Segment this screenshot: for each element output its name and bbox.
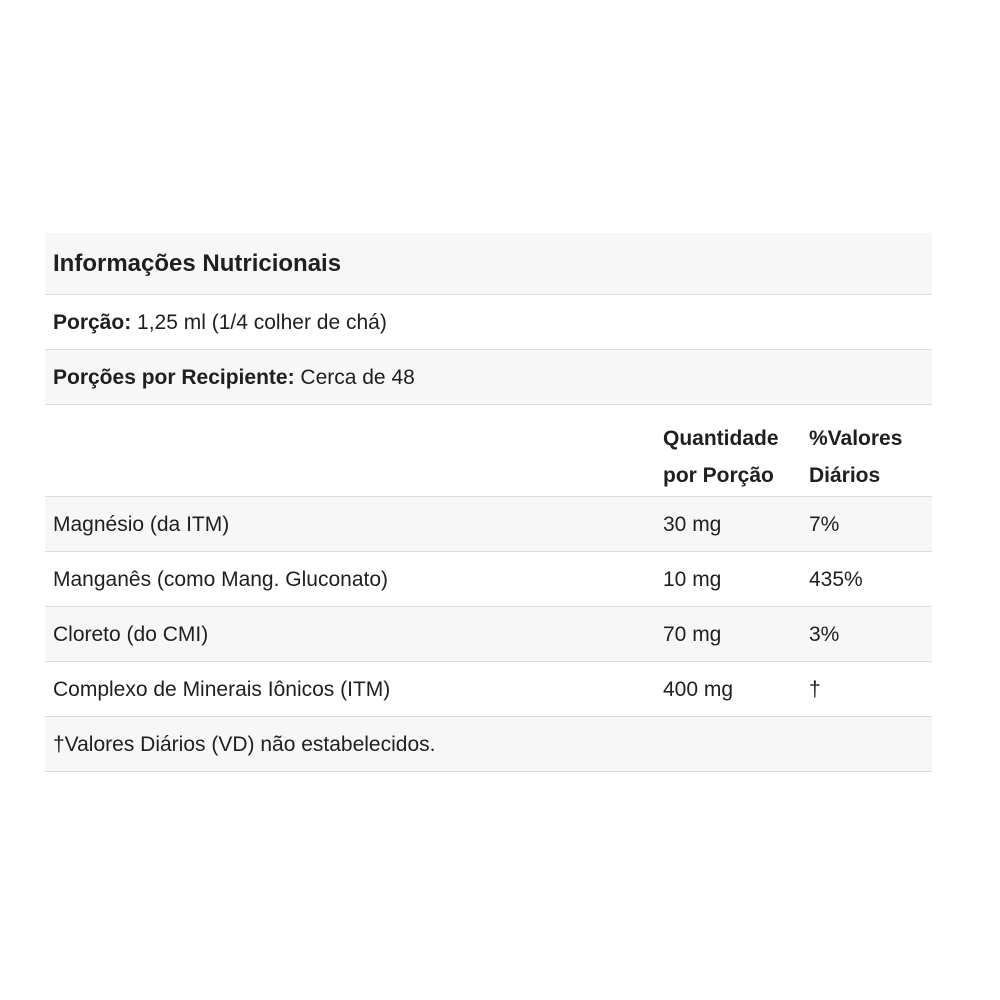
column-header-row [45, 405, 932, 497]
table-row [45, 552, 932, 607]
dv-header-line1: %Valores [809, 427, 903, 450]
nutrient-daily-value: 7% [809, 513, 840, 536]
serving-row [45, 295, 932, 350]
nutrient-name: Cloreto (do CMI) [53, 623, 209, 646]
nutrient-name: Magnésio (da ITM) [53, 513, 230, 536]
amount-header-line2: por Porção [663, 464, 774, 487]
nutrient-name: Complexo de Minerais Iônicos (ITM) [53, 678, 391, 701]
serving-value: 1,25 ml (1/4 colher de chá) [137, 311, 387, 334]
nutrient-daily-value: † [809, 678, 821, 701]
nutrient-name: Manganês (como Mang. Gluconato) [53, 568, 389, 591]
servings-per-container-label: Porções por Recipiente: [53, 366, 295, 389]
dv-header-line2: Diários [809, 464, 881, 487]
nutrient-daily-value: 3% [809, 623, 840, 646]
table-row [45, 662, 932, 717]
nutrient-daily-value: 435% [809, 568, 863, 591]
servings-per-container-cell [53, 350, 415, 405]
table-row [45, 607, 932, 662]
serving-label: Porção: [53, 311, 132, 334]
nutrient-amount: 70 mg [663, 623, 722, 646]
servings-per-container-row [45, 350, 932, 405]
daily-value-column-header [809, 420, 902, 494]
title-row [45, 233, 932, 295]
footnote-row [45, 717, 932, 772]
amount-column-header [663, 420, 779, 494]
footnote-text: †Valores Diários (VD) não estabelecidos. [53, 733, 436, 756]
table-row [45, 497, 932, 552]
table-title: Informações Nutricionais [53, 250, 342, 277]
nutrient-amount: 30 mg [663, 513, 722, 536]
nutrient-amount: 10 mg [663, 568, 722, 591]
amount-header-line1: Quantidade [663, 427, 779, 450]
servings-per-container-value: Cerca de 48 [300, 366, 415, 389]
serving-cell [53, 295, 387, 350]
nutrient-amount: 400 mg [663, 678, 734, 701]
nutrition-facts-table [45, 233, 932, 772]
